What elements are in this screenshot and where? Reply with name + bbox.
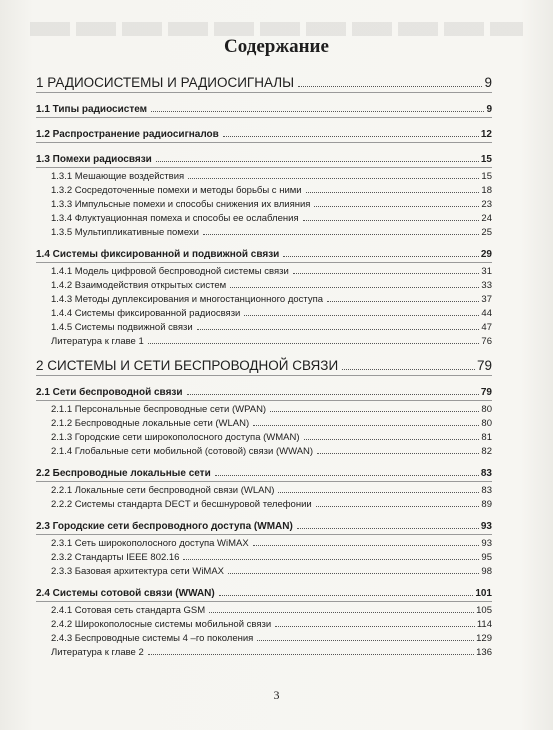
toc-entry-title: 2.1.3 Городские сети широкополосного доступа (WMAN) (51, 432, 300, 443)
toc-entry-page: 76 (481, 336, 492, 347)
toc-entry-title: Литература к главе 2 (51, 647, 144, 658)
toc-entry (36, 496, 492, 510)
toc-entry (36, 415, 492, 429)
dot-leader (283, 256, 479, 257)
toc-entry (36, 535, 492, 549)
dot-leader (244, 315, 479, 316)
toc-entry (36, 149, 492, 165)
toc-entry-page: 80 (481, 404, 492, 415)
toc-entry (36, 401, 492, 415)
toc-entry-title: 2.1.1 Персональные беспроводные сети (WPAN) (51, 404, 267, 415)
dot-leader (253, 425, 479, 426)
toc-entry-title: 2.1 Сети беспроводной связи (36, 387, 183, 398)
toc-entry-page: 9 (486, 104, 492, 115)
toc-entry (36, 263, 492, 277)
toc-entry-page: 37 (481, 294, 492, 305)
toc-entry-page: 31 (481, 266, 492, 277)
dot-leader (270, 411, 479, 412)
toc-entry-title: 1.4.2 Взаимодействия открытых систем (51, 280, 227, 291)
toc-entry (36, 182, 492, 196)
dot-leader (188, 178, 479, 179)
dot-leader (215, 475, 479, 476)
dot-leader (187, 394, 479, 395)
toc-entry-title: 1.3.3 Импульсные помехи и способы снижения их влияния (51, 199, 311, 210)
toc-entry-title: 1.4.1 Модель цифровой беспроводной системы связи (51, 266, 289, 277)
toc-entry (36, 583, 492, 599)
toc-entry-title: 1.4 Системы фиксированной и подвижной связи (36, 249, 280, 260)
dot-leader (148, 343, 480, 344)
dot-leader (297, 528, 479, 529)
toc-entry-page: 47 (481, 322, 492, 333)
toc-entry-title: 1.1 Типы радиосистем (36, 104, 148, 115)
toc-entry-title: 1.3.5 Мультипликативные помехи (51, 227, 199, 238)
toc-entry-page: 25 (481, 227, 492, 238)
toc-entry (36, 482, 492, 496)
toc-entry-page: 83 (480, 468, 492, 479)
entry-underline (36, 117, 492, 118)
toc-entry-page: 129 (476, 633, 492, 644)
toc-entry (36, 99, 492, 115)
toc-entry-page: 15 (480, 154, 492, 165)
toc-entry-page: 12 (480, 129, 492, 140)
entry-underline (36, 375, 492, 376)
toc-entry (36, 443, 492, 457)
toc-entry (36, 333, 492, 347)
toc-entry-title: 1.4.4 Системы фиксированной радиосвязи (51, 308, 241, 319)
dot-leader (327, 301, 479, 302)
toc-entry-page: 79 (480, 387, 492, 398)
dot-leader (228, 573, 479, 574)
toc-entry-title: 2.4 Системы сотовой связи (WWAN) (36, 588, 215, 599)
dot-leader (151, 111, 484, 112)
dot-leader (223, 136, 479, 137)
toc-entry (36, 382, 492, 398)
toc-entry-title: 1.3.4 Флуктуационная помеха и способы ее ослабления (51, 213, 299, 224)
dot-leader (156, 161, 479, 162)
toc-entry-page: 98 (481, 566, 492, 577)
toc-entry-page: 9 (484, 75, 492, 90)
toc-entry (36, 277, 492, 291)
toc-entry-page: 93 (481, 538, 492, 549)
dot-leader (203, 234, 479, 235)
toc-entry (36, 168, 492, 182)
entry-underline (36, 142, 492, 143)
toc-entry (36, 305, 492, 319)
page-title: Содержание (224, 36, 329, 57)
toc-entry (36, 644, 492, 658)
dot-leader (219, 595, 474, 596)
toc-entry (36, 602, 492, 616)
toc-entry-title: Литература к главе 1 (51, 336, 144, 347)
toc-entry-title: 1.3.1 Мешающие воздействия (51, 171, 185, 182)
toc-entry (36, 68, 492, 90)
dot-leader (183, 559, 479, 560)
toc-entry-page: 95 (481, 552, 492, 563)
toc-entry-page: 24 (481, 213, 492, 224)
toc-entry-title: 2.2 Беспроводные локальные сети (36, 468, 211, 479)
toc-entry-page: 136 (476, 647, 492, 658)
toc-entry-page: 101 (475, 588, 492, 599)
toc-entry-page: 81 (481, 432, 492, 443)
toc-entry-page: 114 (476, 619, 492, 630)
toc-entry (36, 549, 492, 563)
toc-entry-page: 33 (481, 280, 492, 291)
toc-entry-title: 2.4.3 Беспроводные системы 4 –го поколения (51, 633, 254, 644)
toc-entry-page: 15 (481, 171, 492, 182)
toc-entry-title: 1.3 Помехи радиосвязи (36, 154, 152, 165)
toc-entry-title: 2.1.4 Глобальные сети мобильной (сотовой) связи (WWAN) (51, 446, 314, 457)
dot-leader (278, 492, 479, 493)
toc-entry-title: 2.1.2 Беспроводные локальные сети (WLAN) (51, 418, 250, 429)
dot-leader (209, 612, 474, 613)
toc-entry-page: 79 (476, 358, 492, 373)
toc-entry (36, 351, 492, 373)
toc-entry-title: 2.2.2 Системы стандарта DECT и бесшнуровой телефонии (51, 499, 312, 510)
toc-entry (36, 516, 492, 532)
dot-leader (275, 626, 475, 627)
toc-entry-title: 2.4.1 Сотовая сеть стандарта GSM (51, 605, 206, 616)
dot-leader (342, 369, 475, 370)
toc-entry-page: 83 (481, 485, 492, 496)
dot-leader (230, 287, 479, 288)
bleed-through-text (30, 22, 523, 36)
toc-entry-page: 44 (481, 308, 492, 319)
dot-leader (316, 506, 480, 507)
toc-entry-title: 2.2.1 Локальные сети беспроводной связи (WLAN) (51, 485, 275, 496)
entry-underline (36, 92, 492, 93)
toc-entry-title: 1.3.2 Сосредоточенные помехи и методы борьбы с ними (51, 185, 302, 196)
toc-entry-page: 23 (481, 199, 492, 210)
toc-entry (36, 319, 492, 333)
toc-entry-title: 2.3 Городские сети беспроводного доступа (WMAN) (36, 521, 293, 532)
toc-entry (36, 224, 492, 238)
dot-leader (317, 453, 479, 454)
toc-entry-title: 1.4.5 Системы подвижной связи (51, 322, 193, 333)
dot-leader (306, 192, 480, 193)
toc-entry-title: 1 РАДИОСИСТЕМЫ И РАДИОСИГНАЛЫ (36, 75, 295, 90)
toc-entry-title: 2.3.1 Сеть широкополосного доступа WiMAX (51, 538, 249, 549)
toc-entry-page: 105 (476, 605, 492, 616)
toc-entry (36, 244, 492, 260)
table-of-contents (36, 64, 492, 658)
dot-leader (257, 640, 474, 641)
page-number: 3 (273, 688, 280, 702)
toc-entry-title: 2.3.3 Базовая архитектура сети WiMAX (51, 566, 225, 577)
dot-leader (303, 220, 480, 221)
toc-entry (36, 124, 492, 140)
toc-entry-page: 29 (480, 249, 492, 260)
toc-entry (36, 616, 492, 630)
toc-entry (36, 210, 492, 224)
toc-entry-page: 80 (481, 418, 492, 429)
dot-leader (298, 86, 482, 87)
toc-entry-title: 2 СИСТЕМЫ И СЕТИ БЕСПРОВОДНОЙ СВЯЗИ (36, 358, 339, 373)
toc-entry-title: 2.4.2 Широкополосные системы мобильной связи (51, 619, 272, 630)
dot-leader (253, 545, 480, 546)
toc-entry (36, 463, 492, 479)
toc-entry-page: 82 (481, 446, 492, 457)
toc-entry-page: 18 (481, 185, 492, 196)
toc-entry-title: 2.3.2 Стандарты IEEE 802.16 (51, 552, 180, 563)
toc-entry (36, 563, 492, 577)
dot-leader (293, 273, 480, 274)
toc-entry-title: 1.2 Распространение радиосигналов (36, 129, 219, 140)
dot-leader (314, 206, 479, 207)
toc-entry (36, 291, 492, 305)
toc-entry-title: 1.4.3 Методы дуплексирования и многостанционного доступа (51, 294, 324, 305)
toc-entry (36, 196, 492, 210)
toc-entry-page: 93 (480, 521, 492, 532)
toc-entry (36, 630, 492, 644)
dot-leader (148, 654, 474, 655)
toc-entry (36, 429, 492, 443)
dot-leader (197, 329, 480, 330)
toc-entry-page: 89 (481, 499, 492, 510)
dot-leader (304, 439, 480, 440)
